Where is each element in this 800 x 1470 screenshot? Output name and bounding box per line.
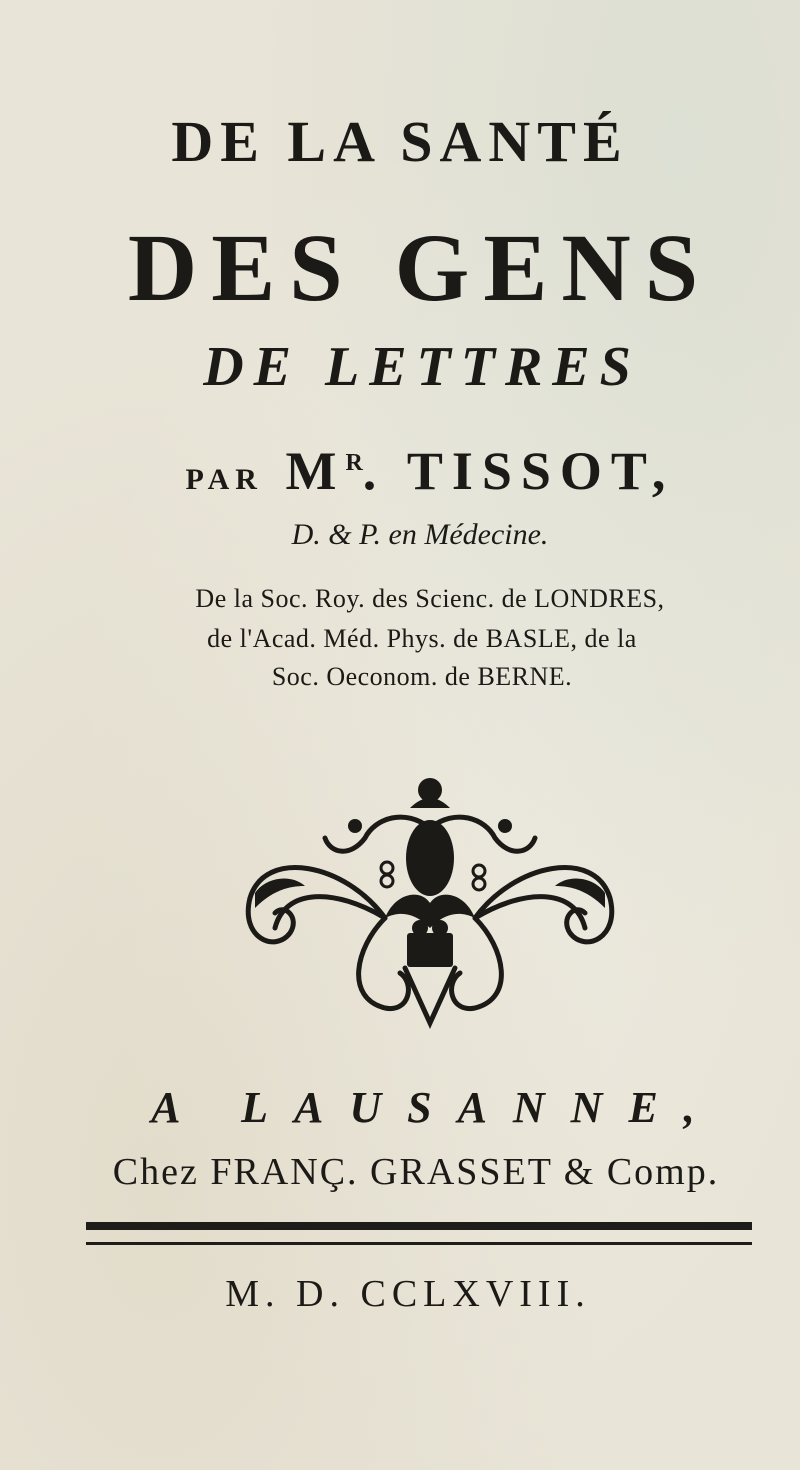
author-prefix: PAR — [185, 463, 263, 496]
title-line-3: DE LETTRES — [203, 336, 641, 398]
author-title-sup: R — [345, 450, 363, 476]
author-name: . TISSOT, — [362, 441, 675, 501]
affiliation-3: Soc. Oeconom. de BERNE. — [271, 662, 573, 691]
double-rule-thick — [86, 1222, 752, 1230]
degree: D. & P. en Médecine. — [291, 518, 549, 551]
title-line-1: DE LA SANTÉ — [171, 109, 629, 174]
affiliation-2: de l'Acad. Méd. Phys. de BASLE, de la — [207, 624, 637, 653]
title-line-2: DES GENS — [127, 214, 713, 321]
author-title: M — [285, 441, 346, 501]
publication-date: M. D. CCLXVIII. — [225, 1273, 591, 1315]
place: A LAUSANNE, — [151, 1083, 721, 1132]
printer-ornament-icon — [235, 768, 625, 1030]
author-line — [30, 440, 800, 502]
double-rule-thin — [86, 1242, 752, 1245]
affiliation-1: De la Soc. Roy. des Scienc. de LONDRES, — [195, 584, 665, 613]
printer: Chez FRANÇ. GRASSET & Comp. — [112, 1151, 720, 1193]
